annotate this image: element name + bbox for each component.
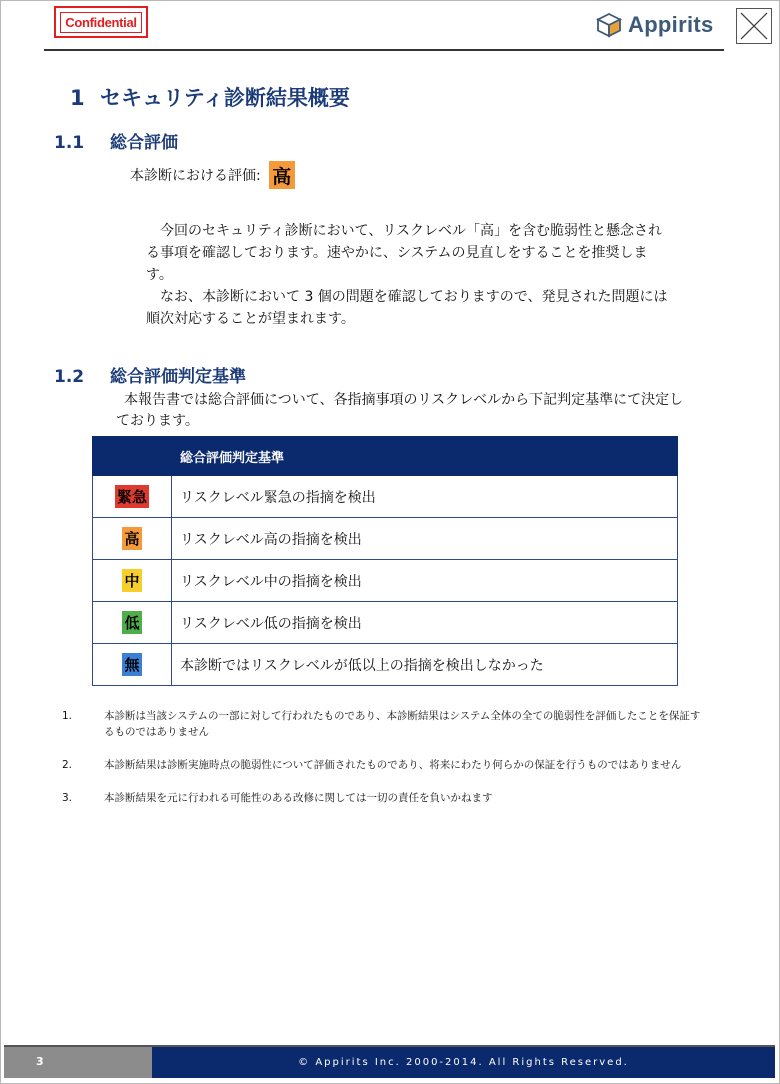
risk-level-cell xyxy=(93,518,172,560)
overall-evaluation xyxy=(130,161,295,189)
criteria-column-header: 総合評価判定基準 xyxy=(172,437,678,476)
criteria-description: リスクレベル中の指摘を検出 xyxy=(172,560,678,602)
table-row xyxy=(93,518,678,560)
note-text: 本診断は当該システムの一部に対して行われたものであり、本診断結果はシステム全体の全ての脆弱性を評価したことを保証するものではありません xyxy=(104,710,701,738)
risk-level-badge: 低 xyxy=(122,611,141,634)
criteria-description: リスクレベル緊急の指摘を検出 xyxy=(172,476,678,518)
risk-level-cell xyxy=(93,644,172,686)
section-number: 1 xyxy=(70,86,85,110)
close-icon xyxy=(737,9,771,43)
criteria-table-body xyxy=(93,476,678,686)
criteria-description: 本診断ではリスクレベルが低以上の指摘を検出しなかった xyxy=(172,644,678,686)
summary-paragraph xyxy=(146,220,668,330)
risk-level-badge: 無 xyxy=(122,653,141,676)
cube-logo-icon xyxy=(596,12,622,38)
confidential-stamp xyxy=(54,6,148,38)
confidential-label: Confidential xyxy=(60,12,142,33)
section-1-1-heading xyxy=(54,128,178,153)
note-number: 3. xyxy=(62,792,73,804)
note-item xyxy=(62,790,702,806)
risk-level-cell xyxy=(93,560,172,602)
section-title: セキュリティ診断結果概要 xyxy=(100,86,350,110)
table-row xyxy=(93,644,678,686)
criteria-table xyxy=(92,436,678,686)
appirits-logo xyxy=(596,10,714,40)
copyright-footer: © Appirits Inc. 2000-2014. All Rights Reserved. xyxy=(152,1045,775,1078)
risk-level-badge: 高 xyxy=(122,527,141,550)
risk-level-cell xyxy=(93,602,172,644)
evaluation-badge: 高 xyxy=(269,161,295,189)
table-header-row xyxy=(93,437,678,476)
risk-level-badge: 緊急 xyxy=(115,485,149,508)
note-text: 本診断結果を元に行われる可能性のある改修に関しては一切の責任を負いかねます xyxy=(104,792,493,804)
note-text: 本診断結果は診断実施時点の脆弱性について評価されたものであり、将来にわたり何らかの保証を行うものではありません xyxy=(104,759,682,771)
close-button[interactable] xyxy=(736,8,772,44)
criteria-description: リスクレベル高の指摘を検出 xyxy=(172,518,678,560)
risk-level-cell xyxy=(93,476,172,518)
note-number: 2. xyxy=(62,759,73,771)
section-title: 総合評価判定基準 xyxy=(110,367,246,387)
page-number: 3 xyxy=(4,1045,152,1078)
section-title: 総合評価 xyxy=(110,133,178,153)
disclaimer-notes xyxy=(62,708,702,823)
note-number: 1. xyxy=(62,710,73,722)
table-row xyxy=(93,476,678,518)
header-divider xyxy=(44,49,724,51)
section-1-heading xyxy=(70,82,350,112)
table-row xyxy=(93,560,678,602)
risk-level-badge: 中 xyxy=(122,569,141,592)
logo-text: Appirits xyxy=(628,12,714,37)
summary-text-2: なお、本診断において 3 個の問題を確認しておりますので、発見された問題には順次対応することが望まれます。 xyxy=(146,289,668,327)
note-item xyxy=(62,708,702,740)
section-1-2-heading xyxy=(54,362,246,387)
level-column-header xyxy=(93,437,172,476)
table-row xyxy=(93,602,678,644)
summary-text-1: 今回のセキュリティ診断において、リスクレベル「高」を含む脆弱性と懸念される事項を確認しております。速やかに、システムの見直しをすることを推奨します。 xyxy=(146,223,663,283)
section-number: 1.2 xyxy=(54,367,85,387)
criteria-description: リスクレベル低の指摘を検出 xyxy=(172,602,678,644)
note-item xyxy=(62,757,702,773)
section-number: 1.1 xyxy=(54,133,85,153)
criteria-intro: 本報告書では総合評価について、各指摘事項のリスクレベルから下記判定基準にて決定しております。 xyxy=(116,392,684,429)
evaluation-label: 本診断における評価: xyxy=(130,168,261,184)
